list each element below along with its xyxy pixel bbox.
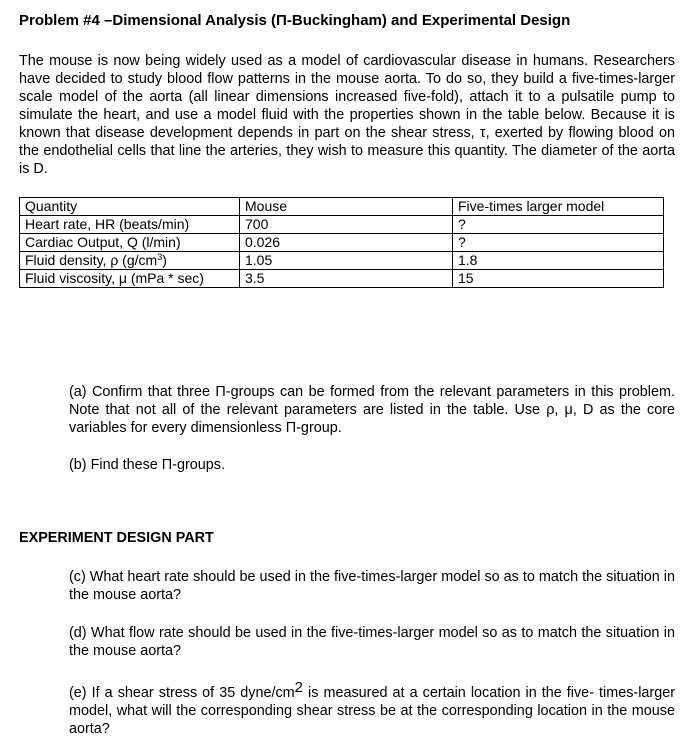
question-e: [69, 679, 675, 738]
table-header-row: [20, 198, 664, 216]
row-density-label: [20, 252, 240, 270]
row-viscosity-mouse: 3.5: [240, 270, 453, 288]
problem-title: Problem #4 –Dimensional Analysis (Π-Buckingham) and Experimental Design: [19, 12, 571, 29]
row-cardiac-output-mouse: 0.026: [240, 234, 453, 252]
header-mouse: Mouse: [240, 198, 453, 216]
section-heading: EXPERIMENT DESIGN PART: [19, 530, 214, 546]
question-c: (c) What heart rate should be used in the five-times-larger model so as to match the situation in the mouse aorta?: [69, 569, 675, 603]
row-cardiac-output-model: ?: [453, 234, 664, 252]
question-e-before: (e) If a shear stress of 35 dyne/cm: [69, 685, 295, 701]
row-heart-rate-model: ?: [453, 216, 664, 234]
question-a: (a) Confirm that three Π-groups can be formed from the relevant parameters in this problem. Note that not all of the relevant parameters are listed in the table. Use ρ, μ, D as the core variables for every dimensionless Π-group.: [69, 384, 675, 436]
row-density-mouse: 1.05: [240, 252, 453, 270]
row-heart-rate-mouse: 700: [240, 216, 453, 234]
row-viscosity-model: 15: [453, 270, 664, 288]
row-density-model: 1.8: [453, 252, 664, 270]
table-row: [20, 216, 664, 234]
question-e-superscript: 2: [294, 679, 304, 696]
question-b: (b) Find these Π-groups.: [69, 457, 225, 473]
row-viscosity-label: Fluid viscosity, μ (mPa * sec): [20, 270, 240, 288]
density-unit-superscript: 3: [157, 252, 163, 262]
table-row: [20, 234, 664, 252]
row-heart-rate-label: Heart rate, HR (beats/min): [20, 216, 240, 234]
question-e-after: is measured at a certain location in the five- times-larger model, what will the corresponding shear stress be at the corresponding location in the mouse aorta?: [69, 685, 675, 737]
problem-intro: The mouse is now being widely used as a model of cardiovascular disease in humans. Researchers have decided to study blood flow patterns in the mouse aorta. To do so, they build a five-times-larger scale model of the aorta (all linear dimensions increased five-fold), attach it to a pulsatile pump to simulate the heart, and use a model fluid with the properties shown in the table below. Because it is known that disease development depends in part on the shear stress, τ, exerted by flowing blood on the endothelial cells that line the arteries, they wish to measure this quantity. The diameter of the aorta is D.: [19, 53, 675, 177]
density-label-text: Fluid density, ρ (g/cm: [25, 252, 158, 268]
table-row: [20, 252, 664, 270]
row-cardiac-output-label: Cardiac Output, Q (l/min): [20, 234, 240, 252]
density-unit-close: ): [162, 252, 167, 268]
question-d: (d) What flow rate should be used in the five-times-larger model so as to match the situation in the mouse aorta?: [69, 625, 675, 659]
table-row: [20, 270, 664, 288]
properties-table: [19, 197, 664, 288]
header-quantity: Quantity: [20, 198, 240, 216]
header-model: Five-times larger model: [453, 198, 664, 216]
